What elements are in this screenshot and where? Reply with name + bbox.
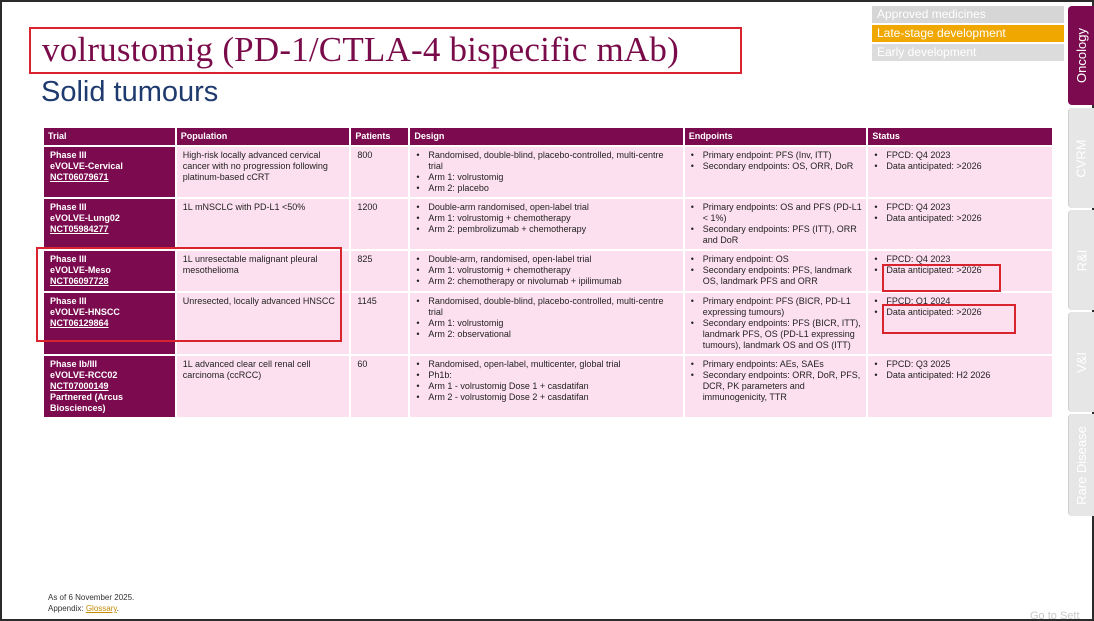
design-item: • Randomised, double-blind, placebo-controlled, multi-centre trial (416, 150, 678, 172)
endpoints-cell (685, 199, 867, 249)
trial-phase: Phase III (50, 202, 87, 212)
tab-cvrm-label: CVRM (1074, 138, 1089, 178)
meso-hnscc-highlight-box (36, 247, 342, 342)
trial-id-link[interactable]: NCT05984277 (50, 224, 109, 234)
tab-rare-disease-label: Rare Disease (1074, 425, 1090, 505)
design-cell (410, 356, 682, 417)
design-item: • Arm 1: volrustomig (416, 318, 678, 329)
design-item: • Randomised, double-blind, placebo-controlled, multi-centre trial (416, 296, 678, 318)
status-item: • Data anticipated: H2 2026 (874, 370, 1048, 381)
tab-rare-disease[interactable] (1068, 414, 1094, 516)
table-row (44, 199, 1052, 249)
design-cell (410, 147, 682, 197)
trial-id-link[interactable]: NCT06129864 (50, 318, 109, 328)
design-item: • Double-arm, randomised, open-label trial (416, 254, 678, 265)
header-population: Population (177, 128, 350, 145)
trial-name: eVOLVE-Cervical (50, 161, 123, 171)
trial-name: eVOLVE-Lung02 (50, 213, 120, 223)
trial-name: eVOLVE-Meso (50, 265, 111, 275)
design-item: • Arm 1: volrustomig (416, 172, 678, 183)
legend-early: Early development (872, 44, 1064, 61)
development-stage-legend (872, 6, 1064, 63)
endpoint-item: • Primary endpoints: OS and PFS (PD-L1 < 1%) (691, 202, 863, 224)
status-cell (868, 199, 1052, 249)
patients-cell: 800 (351, 147, 408, 197)
tab-vi[interactable] (1068, 312, 1094, 412)
hnscc-data-highlight-box (882, 304, 1016, 334)
header-patients: Patients (351, 128, 408, 145)
endpoint-item: • Primary endpoint: PFS (Inv, ITT) (691, 150, 863, 161)
patients-cell: 825 (351, 251, 408, 291)
footer-appendix (48, 603, 134, 614)
tab-ri[interactable] (1068, 210, 1094, 310)
page-title: volrustomig (PD-1/CTLA-4 bispecific mAb) (42, 30, 679, 69)
endpoints-cell (685, 147, 867, 197)
trial-id-link[interactable]: NCT06097728 (50, 276, 109, 286)
status-item: • FPCD: Q4 2023 (874, 202, 1048, 213)
status-item: • FPCD: Q3 2025 (874, 359, 1048, 370)
status-item: • Data anticipated: >2026 (874, 307, 1048, 318)
design-item: • Arm 2: chemotherapy or nivolumab + ipilimumab (416, 276, 678, 287)
endpoints-cell (685, 251, 867, 291)
tab-ri-label: R&I (1073, 249, 1089, 271)
design-item: • Arm 2: observational (416, 329, 678, 340)
trial-phase: Phase III (50, 254, 87, 264)
population-cell: High-risk locally advanced cervical cancer with no progression following platinum-based cCRT (177, 147, 350, 197)
status-item: • Data anticipated: >2026 (874, 213, 1048, 224)
endpoint-item: • Primary endpoints: AEs, SAEs (691, 359, 863, 370)
design-cell (410, 293, 682, 354)
patients-cell: 60 (351, 356, 408, 417)
endpoint-item: • Primary endpoint: OS (691, 254, 863, 265)
endpoint-item: • Secondary endpoints: PFS, landmark OS, landmark PFS and ORR (691, 265, 863, 287)
table-row (44, 147, 1052, 197)
population-cell: 1L unresectable malignant pleural mesothelioma (177, 251, 350, 291)
patients-cell: 1145 (351, 293, 408, 354)
design-item: • Arm 2: pembrolizumab + chemotherapy (416, 224, 678, 235)
footer-date-note: As of 6 November 2025. (48, 593, 135, 602)
legend-late-stage: Late-stage development (872, 25, 1064, 42)
trial-phase: Phase Ib/III (50, 359, 98, 369)
endpoint-item: • Secondary endpoints: ORR, DoR, PFS, DCR, PK parameters and immunogenicity, TTR (691, 370, 863, 403)
population-cell: 1L mNSCLC with PD-L1 <50% (177, 199, 350, 249)
status-item: • FPCD: Q4 2023 (874, 150, 1048, 161)
activation-watermark: Go to Sett (1030, 610, 1080, 621)
design-item: • Arm 1: volrustomig + chemotherapy (416, 265, 678, 276)
endpoint-item: • Primary endpoint: PFS (BICR, PD-L1 expressing tumours) (691, 296, 863, 318)
page-subtitle: Solid tumours (41, 76, 219, 108)
trial-id-link[interactable]: NCT06079671 (50, 172, 109, 182)
design-item: • Double-arm randomised, open-label trial (416, 202, 678, 213)
patients-cell: 1200 (351, 199, 408, 249)
trial-cell (44, 147, 175, 197)
appendix-prefix: Appendix: (48, 604, 86, 613)
footer-notes (48, 592, 134, 614)
header-status: Status (868, 128, 1052, 145)
table-header-row (44, 128, 1052, 145)
header-trial: Trial (44, 128, 175, 145)
trial-cell (44, 356, 175, 417)
design-item: • Arm 2: placebo (416, 183, 678, 194)
tab-cvrm[interactable] (1068, 108, 1094, 208)
population-cell: Unresected, locally advanced HNSCC (177, 293, 350, 354)
table-row (44, 356, 1052, 417)
meso-data-highlight-box (882, 264, 1001, 292)
trial-phase: Phase III (50, 150, 87, 160)
design-item: • Ph1b: (416, 370, 678, 381)
tab-oncology[interactable] (1068, 6, 1094, 105)
endpoint-item: • Secondary endpoints: PFS (ITT), ORR and DoR (691, 224, 863, 246)
status-item: • FPCD: Q1 2024 (874, 296, 1048, 307)
appendix-suffix: . (116, 604, 120, 613)
trial-partner: Partnered (Arcus Biosciences) (50, 392, 124, 413)
design-cell (410, 199, 682, 249)
trial-name: eVOLVE-HNSCC (50, 307, 120, 317)
tab-vi-label: V&I (1074, 351, 1089, 373)
design-item: • Arm 2 - volrustomig Dose 2 + casdatifan (416, 392, 678, 403)
status-cell (868, 356, 1052, 417)
trial-name: eVOLVE-RCC02 (50, 370, 118, 380)
header-design: Design (410, 128, 682, 145)
tab-oncology-label: Oncology (1073, 28, 1089, 83)
therapy-area-tabs (1068, 6, 1094, 516)
status-item: • Data anticipated: >2026 (874, 265, 1048, 276)
trial-cell (44, 199, 175, 249)
glossary-link[interactable]: Glossary (85, 604, 117, 613)
endpoints-cell (685, 293, 867, 354)
design-item: • Randomised, open-label, multicenter, global trial (416, 359, 678, 370)
status-item: • Data anticipated: >2026 (874, 161, 1048, 172)
header-endpoints: Endpoints (685, 128, 867, 145)
trial-id-link[interactable]: NCT07000149 (50, 381, 109, 391)
design-cell (410, 251, 682, 291)
population-cell: 1L advanced clear cell renal cell carcinoma (ccRCC) (177, 356, 350, 417)
endpoint-item: • Secondary endpoints: PFS (BICR, ITT), landmark PFS, OS (PD-L1 expressing tumours), landmark OS and OS (ITT) (691, 318, 863, 351)
trial-phase: Phase III (50, 296, 87, 306)
design-item: • Arm 1 - volrustomig Dose 1 + casdatifan (416, 381, 678, 392)
endpoints-cell (685, 356, 867, 417)
design-item: • Arm 1: volrustomig + chemotherapy (416, 213, 678, 224)
legend-approved: Approved medicines (872, 6, 1064, 23)
status-item: • FPCD: Q4 2023 (874, 254, 1048, 265)
status-cell (868, 147, 1052, 197)
endpoint-item: • Secondary endpoints: OS, ORR, DoR (691, 161, 863, 172)
